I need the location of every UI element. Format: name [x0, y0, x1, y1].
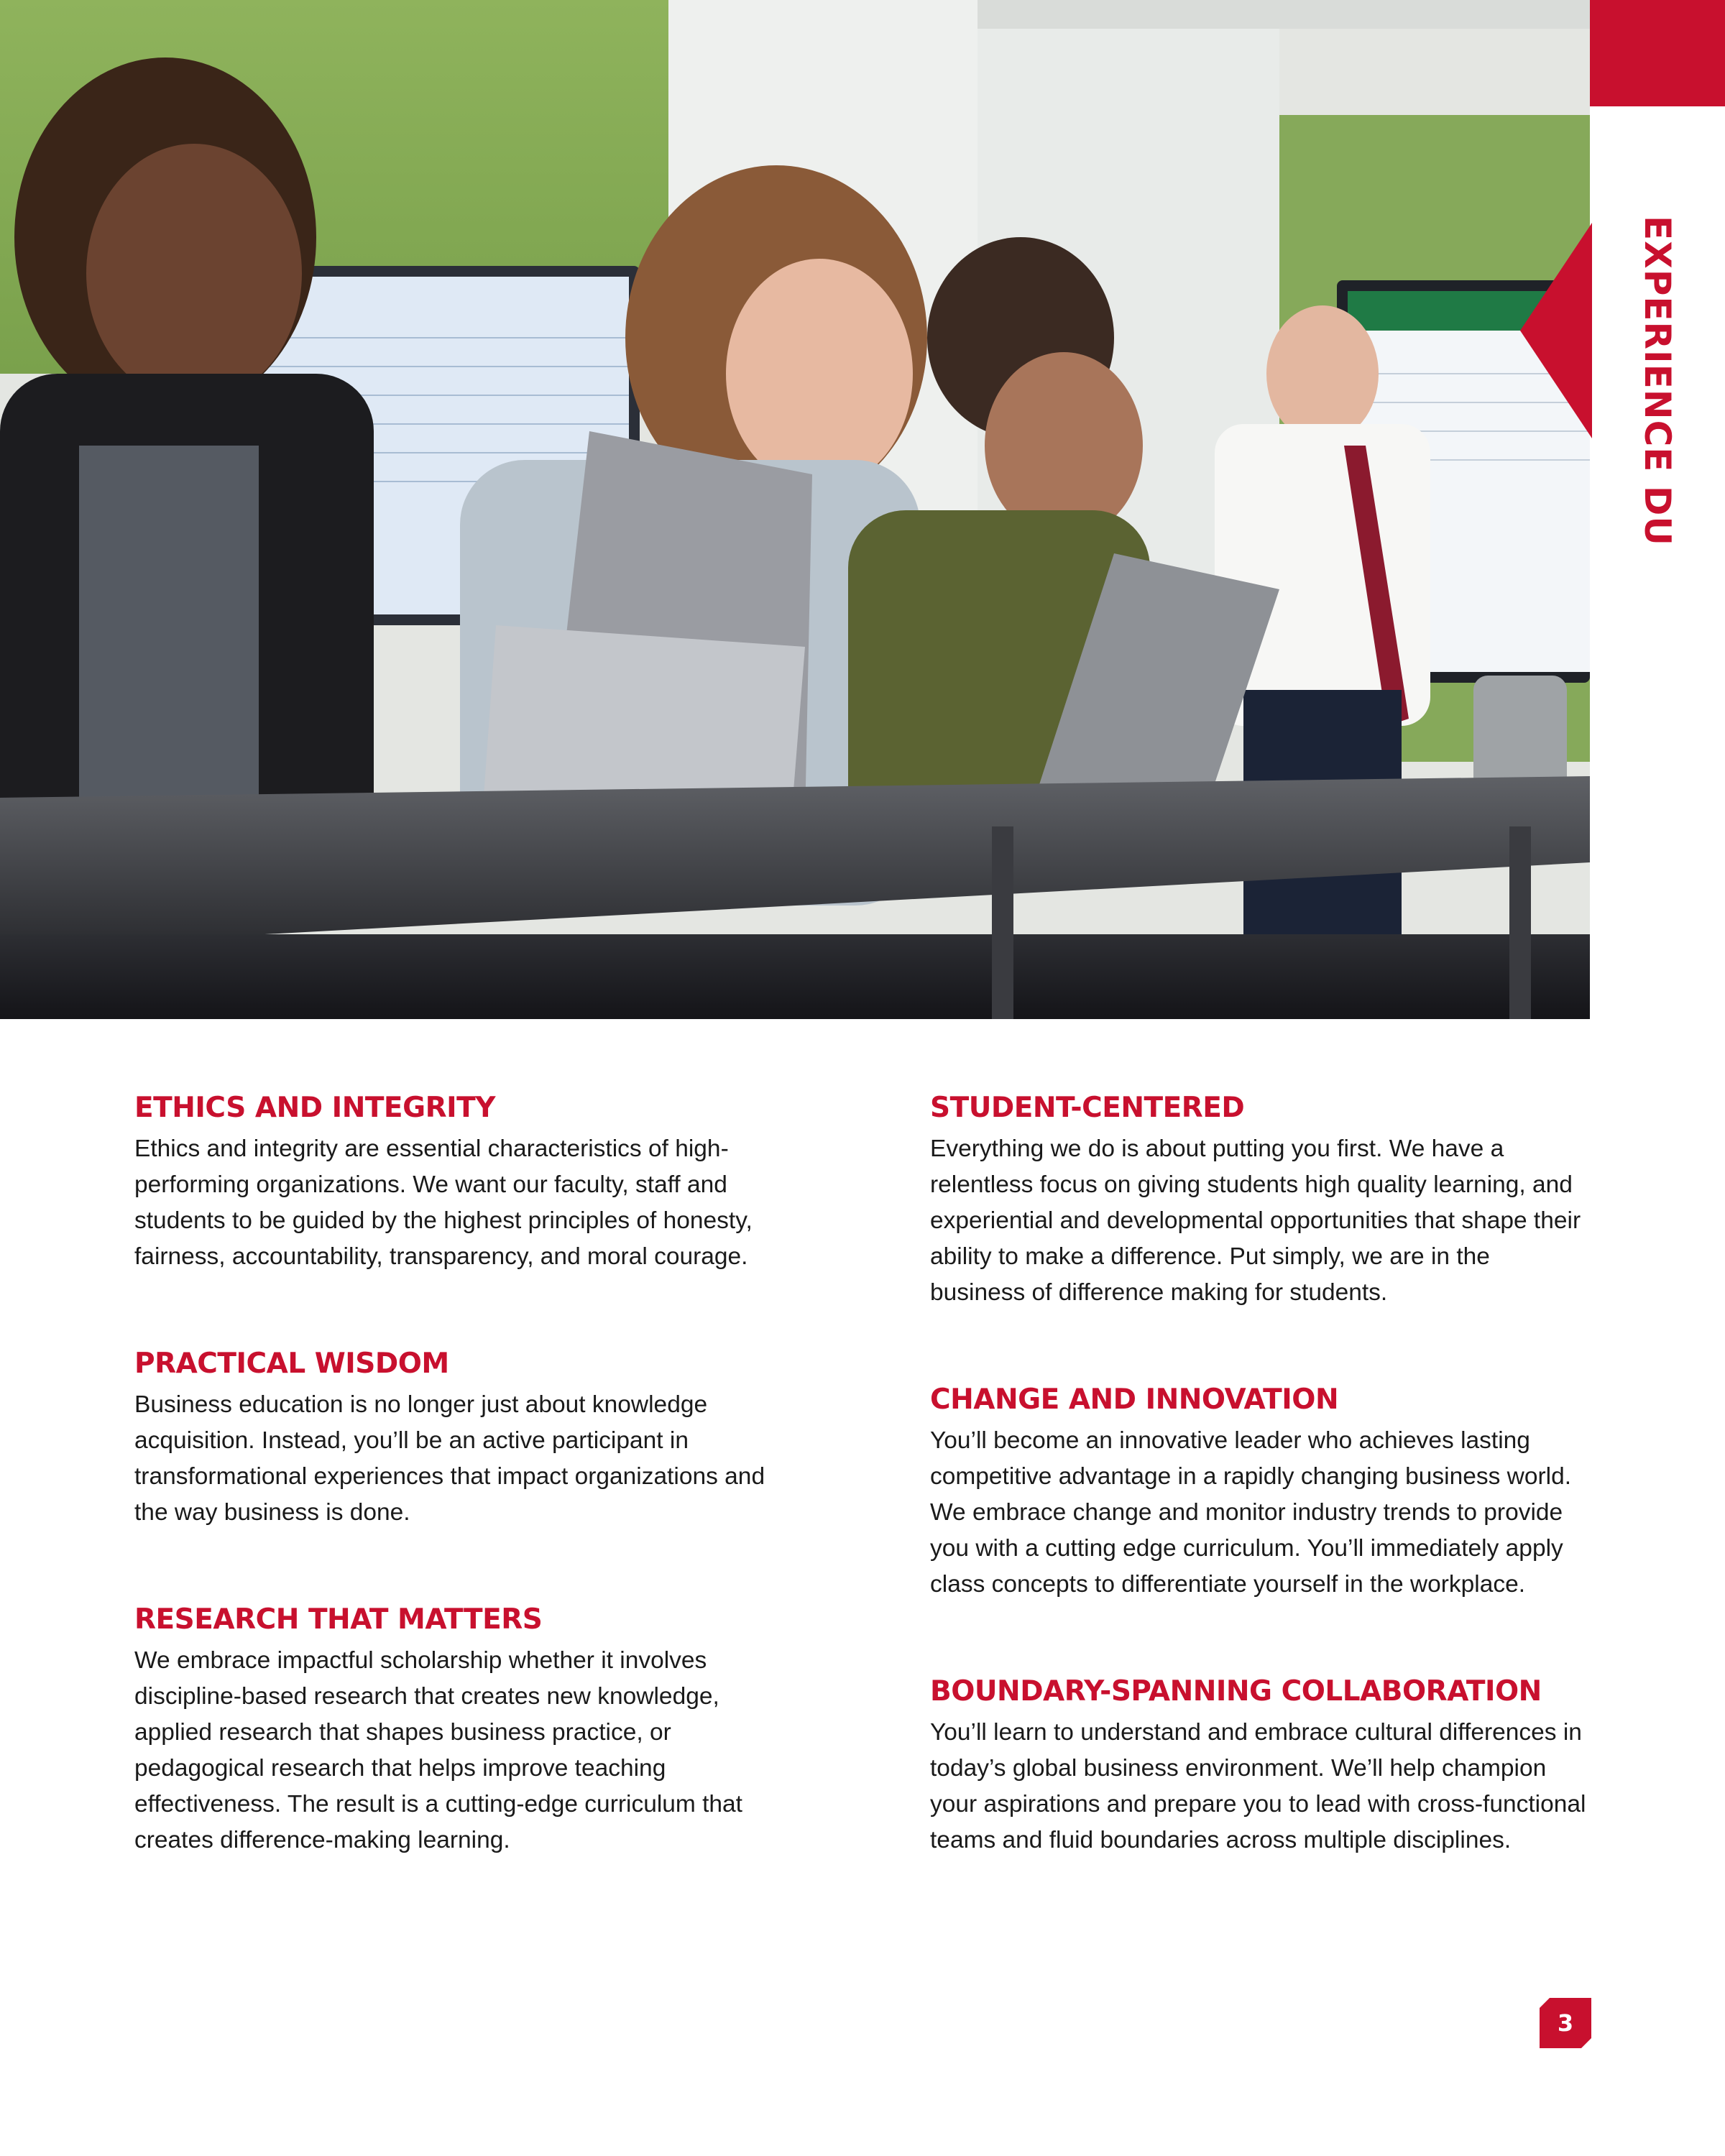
section-title: PRACTICAL WISDOM [134, 1348, 449, 1380]
section-title: STUDENT-CENTERED [930, 1092, 1245, 1124]
section-boundary-spanning-collaboration [930, 1673, 1591, 1858]
side-tab-arrow-icon [1520, 223, 1592, 438]
section-title: ETHICS AND INTEGRITY [134, 1092, 495, 1124]
section-body: We embrace impactful scholarship whether it involves discipline-based research that creates new knowledge, applied research that shapes business practice, or pedagogical research that helps improve teaching effectiveness. The result is a cutting-edge curriculum that creates difference-making learning. [134, 1647, 742, 1853]
section-body: You’ll become an innovative leader who achieves lasting competitive advantage in a rapidly changing business world. We embrace change and monitor industry trends to provide you with a cutting edge curriculum. You’ll immediately apply class concepts to differentiate yourself in the workplace. [930, 1427, 1572, 1598]
section-research-that-matters [134, 1601, 796, 1858]
section-body: Everything we do is about putting you first. We have a relentless focus on giving students high quality learning, and experiential and developmental opportunities that shape their ability to make a difference. Put simply, we are in the business of difference making for students. [930, 1135, 1581, 1306]
left-column [134, 1089, 796, 1858]
page-number: 3 [1557, 2009, 1574, 2037]
section-body: Business education is no longer just about knowledge acquisition. Instead, you’ll be an active participant in transformational experiences that impact organizations and the way business is done. [134, 1391, 765, 1526]
section-body: Ethics and integrity are essential characteristics of high-performing organizations. We want our faculty, staff and students to be guided by the highest principles of honesty, fairness, accountability, transparency, and moral courage. [134, 1135, 753, 1270]
section-student-centered [930, 1089, 1591, 1311]
classroom-photo [0, 0, 1590, 1019]
section-title: RESEARCH THAT MATTERS [134, 1603, 543, 1636]
side-tab-header [1590, 0, 1725, 106]
section-title: BOUNDARY-SPANNING COLLABORATION [930, 1675, 1542, 1708]
right-column [930, 1089, 1591, 1858]
side-tab-label: EXPERIENCE DU [1637, 216, 1678, 546]
section-title: CHANGE AND INNOVATION [930, 1383, 1339, 1416]
section-change-and-innovation [930, 1381, 1591, 1603]
section-ethics-and-integrity [134, 1089, 796, 1275]
section-body: You’ll learn to understand and embrace cultural differences in today’s global business environment. We’ll help champion your aspirations and prepare you to lead with cross-functional teams and fluid boundaries across multiple disciplines. [930, 1719, 1586, 1853]
section-practical-wisdom [134, 1345, 796, 1531]
